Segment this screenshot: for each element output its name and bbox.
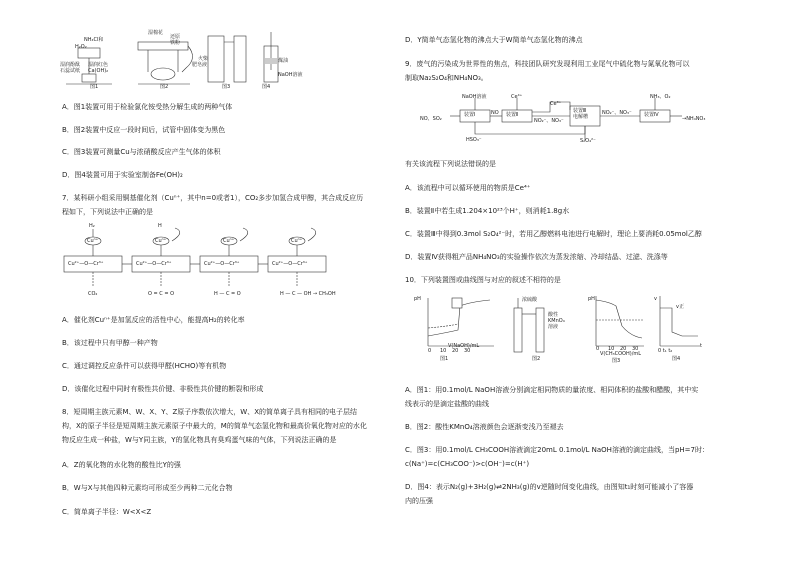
q7-option-b: B．该过程中只有甲醇一种产物 [62,339,158,347]
q7-p2: O = C = O [148,291,175,297]
q9-device1: 装置Ⅰ [464,112,476,118]
q7-stem-line1: 7．某科研小组采用铜基催化剂（Cuⁿ⁺，其中n=0或者1），CO₂多步加氢合成甲醇，其合成反应历 [62,194,364,202]
q7-cu-2: Cuⁿ⁺ [155,238,167,244]
q10-f1-tick-20: 20 [452,348,459,354]
q10-f1-caption: 图1 [440,356,449,362]
label-hongmao3: 石蕊试纸 [60,68,81,74]
q10-option-b: B．图2：酸性KMnO₄溶液颜色会逐渐变浅乃至褪去 [405,423,564,431]
q7-p4: H — C — OH → CH₃OH [280,291,336,297]
q10-f1-tick-30: 30 [464,348,471,354]
q8-option-d: D．Y简单气态氢化物的沸点大于W简单气态氢化物的沸点 [405,36,583,44]
q6-option-b: B．图2装置中反应一段时间后，试管中固体变为黑色 [62,126,226,134]
q10-f3-tick-30: 30 [632,346,639,352]
q9-device2: 装置Ⅱ [506,112,519,118]
q10-option-a-line2: 线表示的是滴定盐酸的曲线 [405,400,489,408]
q10-f4-ylabel: v [654,296,657,302]
q7-option-d: D．该催化过程中同时有极性共价键、非极性共价键的断裂和形成 [62,385,264,393]
q9-nh3: NH₃、O₂ [650,94,671,100]
label-tube1: 湿棉花 [148,30,164,36]
q6-option-d: D．图4装置可用于实验室制备Fe(OH)₂ [62,171,183,179]
q7-box3: Cu²⁺—O—Cr³⁺ [204,261,240,267]
q10-f3-ylabel: pH [588,296,595,302]
q9-input: NO、SO₂ [420,116,442,122]
q10-f2-label4: 溶液 [548,324,559,330]
fig4-caption: 图4 [262,84,271,90]
q9-option-d: D．装置Ⅳ获得粗产品NH₄NO₃的实验操作依次为蒸发浓缩、冷却结晶、过滤、洗涤等 [405,253,668,261]
q7-stem-line2: 程如下，下列说法中正确的是 [62,208,153,216]
q7-option-a: A．催化剂Cuⁿ⁺是加氢反应的活性中心，能提高H₂的转化率 [62,316,245,324]
q9-prompt: 有关该流程下列说法错误的是 [405,160,496,168]
q7-h-1: H [158,223,162,229]
q7-box1: Cu²⁺—O—Cr³⁺ [68,261,104,267]
q10-f1-tick-10: 10 [440,348,447,354]
label-nh4cl: NH₄Cl和 [84,37,104,43]
q10-f3-tick-20: 20 [620,346,627,352]
q9-hso3: HSO₃⁻ [466,137,482,143]
q9-no23b: NO₂⁻、NO₃⁻ [602,110,632,116]
q10-option-d-line2: 内的压强 [405,497,433,505]
q8-option-a: A．Z的氧化物的水化物的酸性比Y的强 [62,461,181,469]
label-hongmao1: 湿润酚酞 [60,62,81,68]
q9-option-c: C．装置Ⅲ中得到0.3mol S₂O₄²⁻时，若用乙醇燃料电池进行电解时，理论上要消耗0.05mol乙醇 [405,230,702,238]
q7-cu-3: Cuⁿ⁺ [223,238,235,244]
q7-box4: Cu²⁺—O—Cr³⁺ [272,261,308,267]
q10-f3-tick-10: 10 [608,346,615,352]
q8-stem-line2: 构，X的原子半径是短周期主族元素原子中最大的，M的简单气态氢化物和最高价氧化物对应的水化 [62,422,367,430]
label-h2o2: H₂O₂ [75,44,87,50]
q10-f2-label1: 浓硫酸 [522,297,538,303]
q10-f1-tick-0: 0 [428,348,432,354]
q10-stem: 10．下列装置图或曲线图与对应的叙述不相符的是 [405,276,561,284]
label-mno2: Ca(OH)₂ [88,68,109,74]
q10-f3-tick-0: 0 [596,346,600,352]
q9-device4: 装置Ⅳ [644,112,659,118]
q7-option-c: C．通过调控反应条件可以获得甲醛(HCHO)等有机物 [62,362,227,370]
q8-stem-line1: 8．短周期主族元素M、W、X、Y、Z原子序数依次增大，W、X的简单离子具有相同的电子层结 [62,408,357,416]
label-tube2: 还原 [170,34,181,40]
q10-f2-caption: 图2 [532,356,541,362]
q9-option-a: A．该流程中可以循环使用的物质是Ce⁴⁺ [405,184,531,192]
label-hongmao2: 湿润红色 [88,62,109,68]
q6-option-a: A．图1装置可用于检验氯化铵受热分解生成的两种气体 [62,103,233,111]
q7-p3: H — C = O [214,291,241,297]
q10-f2-label3: KMnO₄ [548,318,565,324]
q10-option-c-line1: C．图3：用0.1mol/L CH₃COOH溶液滴定20mL 0.1mol/L NaOH溶液的滴定曲线，当pH=7时： [405,446,709,454]
q10-option-d-line1: D．图4：表示N₂(g)+3H₂(g)⇌2NH₃(g)的v逆随时间变化曲线，由图知t₁时刻可能减小了容器 [405,483,694,491]
fig3-caption: 图3 [222,84,231,90]
label-shuang: 火柴 [198,56,209,62]
q9-output: →NH₄NO₃ [682,116,706,122]
q9-ce3: Ce³⁺ [550,101,562,107]
q8-option-c: C．简单离子半径：W<X<Z [62,508,152,516]
q10-f4-xlabel: t [700,343,702,349]
q10-f3-xlabel: V(CH₃COOH)/mL [600,351,642,357]
q7-co2: CO₂ [88,291,98,297]
q10-option-c-line2: c(Na⁺)=c(CH₃COO⁻)>c(OH⁻)=c(H⁺) [405,460,530,468]
q7-box2: Cu²⁺—O—Cr³⁺ [136,261,172,267]
fig2-caption: 图2 [160,84,169,90]
q10-f1-xlabel: V(NaOH)/mL [448,343,480,349]
q10-f2-label2: 酸性 [548,312,559,318]
label-tube3: 铁粉 [170,40,181,46]
q7-h2: H₂ [89,223,95,229]
q10-f4-caption: 图4 [672,356,681,362]
q8-stem-line3: 物反应生成一种盐，W与Y同主族，Y的氢化物具有臭鸡蛋气味的气体，下列说法正确的是 [62,436,337,444]
q9-no23: NO₂⁻、NO₃⁻ [534,118,564,124]
q9-device3a: 装置Ⅲ [573,108,587,114]
q9-stem-line2: 制取Na₂S₂O₄和NH₄NO₃。 [405,74,488,82]
q7-cu-4: Cuⁿ⁺ [291,238,303,244]
q10-option-a-line1: A．图1：用0.1mol/L NaOH溶液分别滴定相同物质的量浓度、相同体积的盐酸和醋酸，其中实 [405,386,699,394]
q6-option-c: C．图3装置可测量Cu与浓硝酸反应产生气体的体积 [62,148,221,156]
q9-stem-line1: 9．废气的污染成为世界性的焦点，科技团队研究发现利用工业尾气中硫化物与氮氧化物可以 [405,60,690,68]
q10-f3-caption: 图3 [612,358,621,364]
q9-no: NO [491,110,499,116]
label-oil: 煤油 [278,58,289,64]
q9-s2o4: S₂O₄²⁻ [580,138,596,144]
q9-ce4: Ce⁴⁺ [511,94,523,100]
q10-f4-vz: v正 [676,304,684,310]
q7-cu-1: Cuⁿ⁺ [87,238,99,244]
q9-device3b: 电解槽 [573,114,589,120]
q10-f1-ylabel: pH [414,296,421,302]
fig1-caption: 图1 [90,84,99,90]
label-naoh: NaOH溶液 [278,72,303,78]
q9-option-b: B．装置Ⅱ中若生成1.204×10²³个H⁺，则消耗1.8g水 [405,207,570,215]
q9-naoh: NaOH溶液 [462,94,487,100]
q10-f4-ticks: 0 t₁ t₂ [658,348,673,354]
label-fire: 肥皂液 [192,62,208,68]
q8-option-b: B．W与X与其他四种元素均可形成至少两种二元化合物 [62,484,233,492]
